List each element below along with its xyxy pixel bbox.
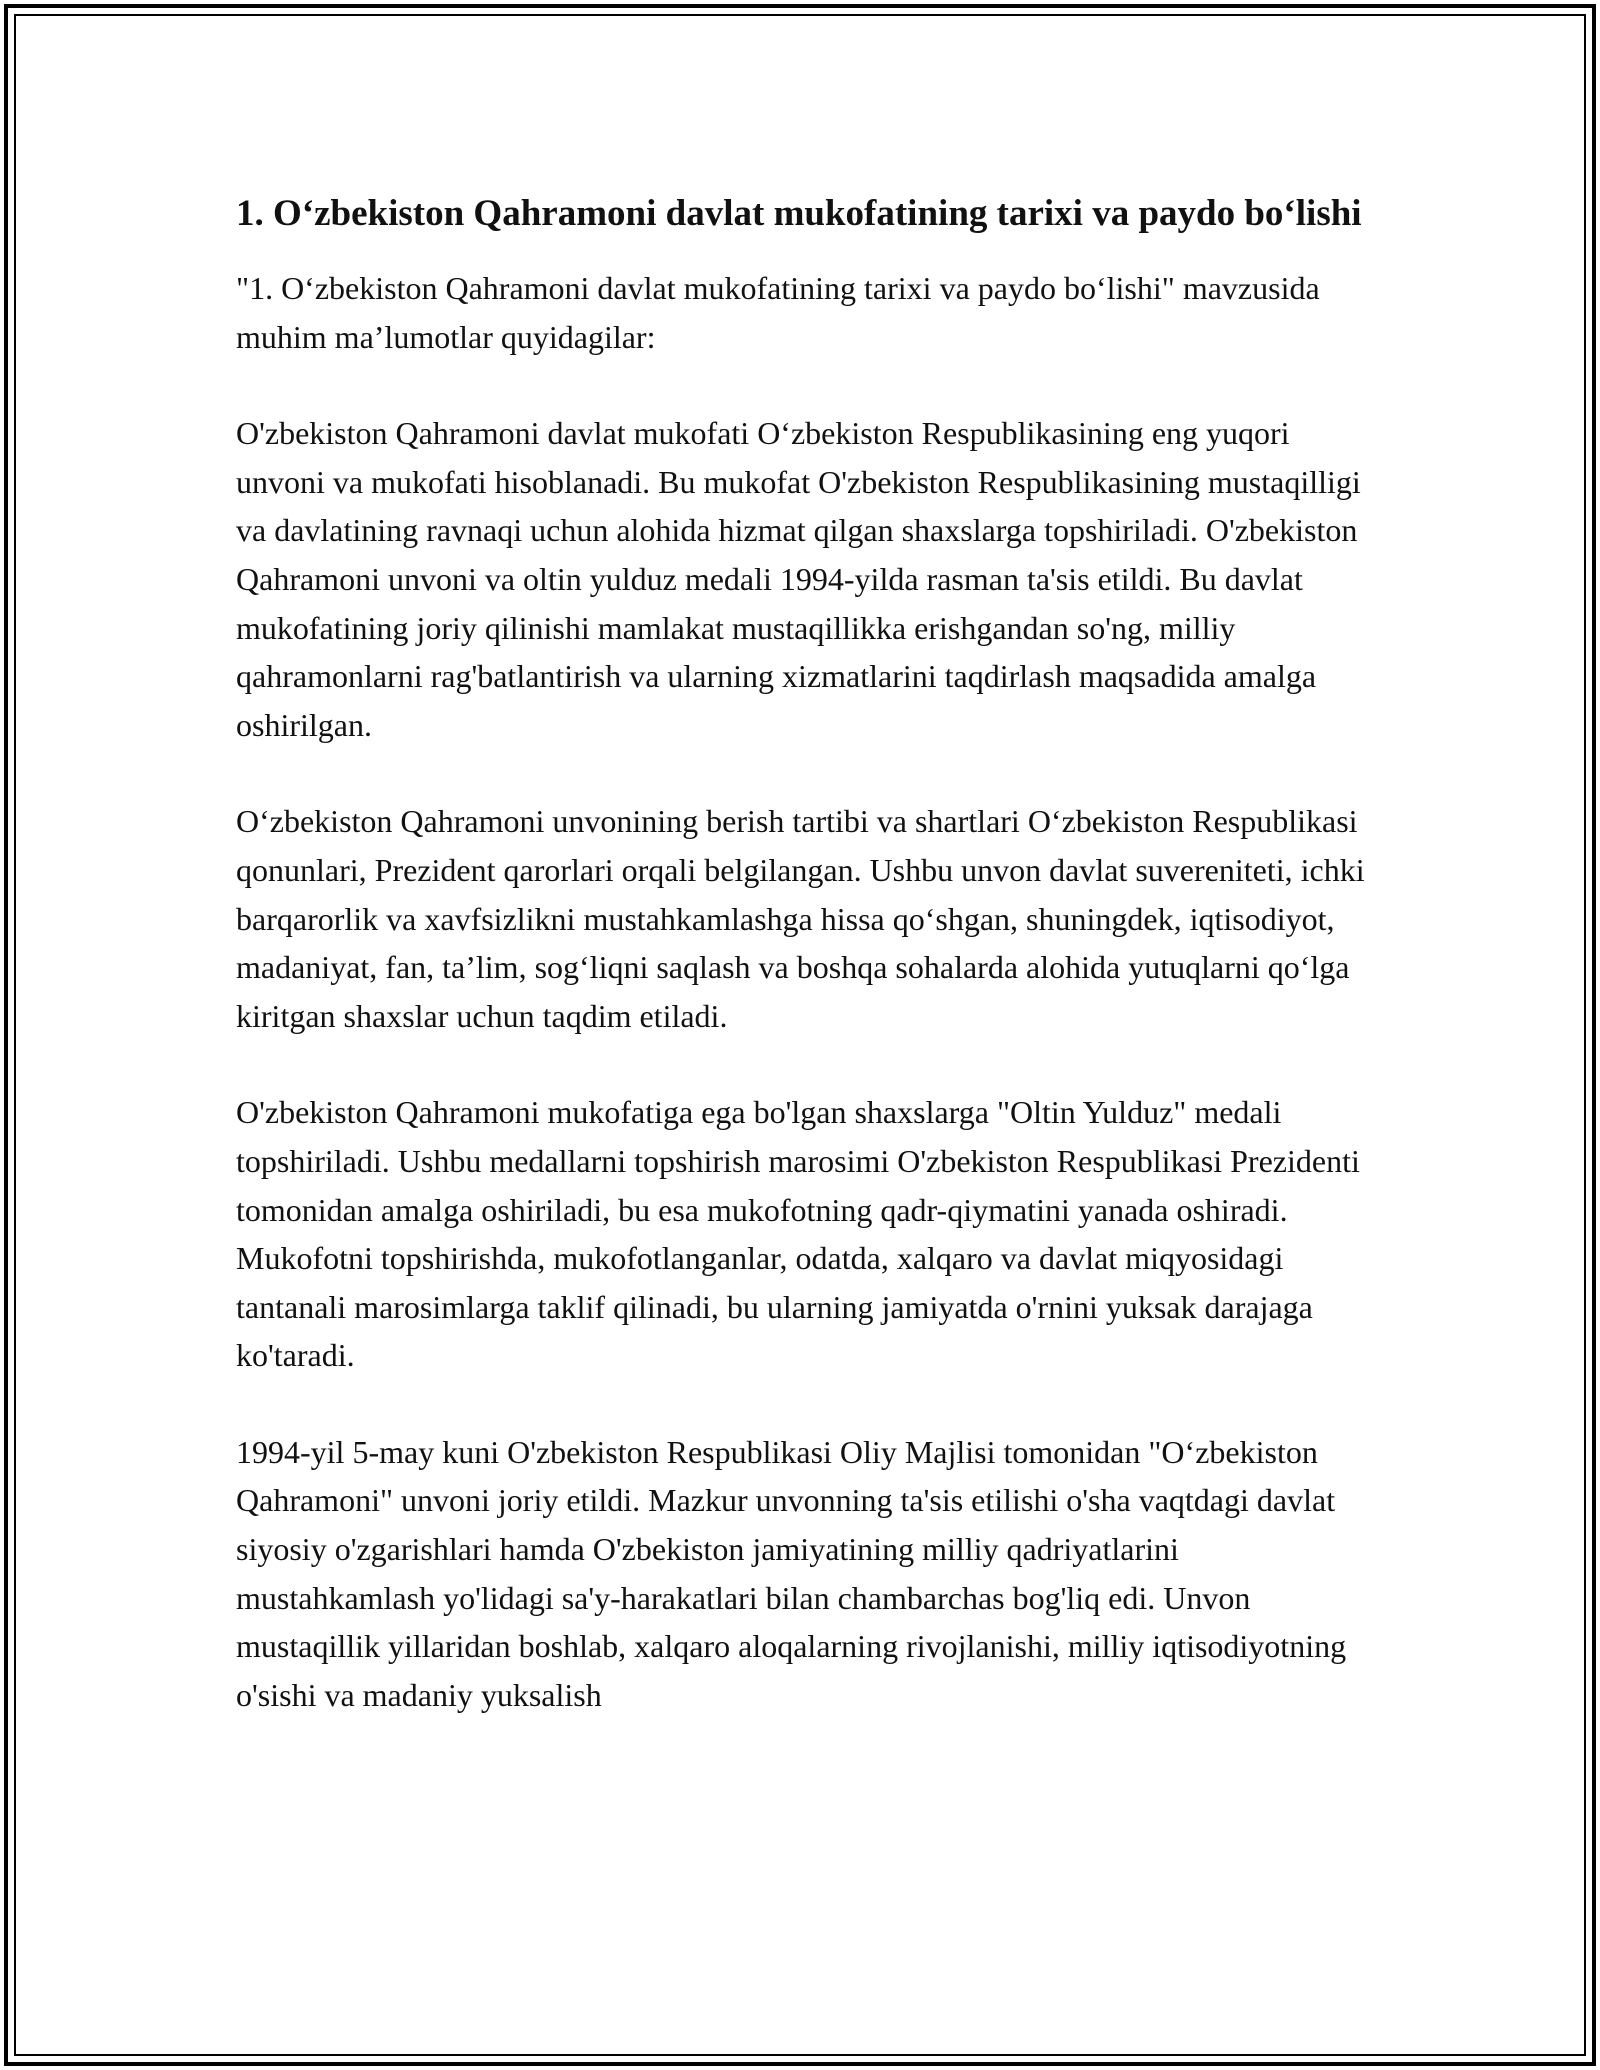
intro-paragraph: "1. O‘zbekiston Qahramoni davlat mukofatining tarixi va paydo bo‘lishi" mavzusida muhim ma’lumotlar quyidagilar:: [236, 270, 1320, 355]
paragraph-award-overview: O'zbekiston Qahramoni davlat mukofati O‘zbekiston Respublikasining eng yuqori unvoni va mukofati hisoblanadi. Bu mukofat O'zbekiston Respublikasining mustaqilligi va davlatining ravnaqi uchun alohida hizmat qilgan shaxslarga topshiriladi. O'zbekiston Qahramoni unvoni va oltin yulduz medali 1994-yilda rasman ta'sis etildi. Bu davlat mukofatining joriy qilinishi mamlakat mustaqillikka erishgandan so'ng, milliy qahramonlarni rag'batlantirish va ularning xizmatlarini taqdirlash maqsadida amalga oshirilgan.: [236, 415, 1361, 743]
paragraph-establishment-history: 1994-yil 5-may kuni O'zbekiston Respublikasi Oliy Majlisi tomonidan "O‘zbekiston Qahramoni" unvoni joriy etildi. Mazkur unvonning ta'sis etilishi o'sha vaqtdagi davlat siyosiy o'zgarishlari hamda O'zbekiston jamiyatining milliy qadriyatlarini mustahkamlash yo'lidagi sa'y-harakatlari bilan chambarchas bog'liq edi. Unvon mustaqillik yillaridan boshlab, xalqaro aloqalarning rivojlanishi, milliy iqtisodiyotning o'sishi va madaniy yuksalish: [236, 1433, 1347, 1713]
document-content: [236, 186, 1376, 1767]
paragraph-gold-star-medal: O'zbekiston Qahramoni mukofatiga ega bo'lgan shaxslarga "Oltin Yulduz" medali topshiriladi. Ushbu medallarni topshirish marosimi O'zbekiston Respublikasi Prezidenti tomonidan amalga oshiriladi, bu esa mukofotning qadr-qiymatini yanada oshiradi. Mukofotni topshirishda, mukofotlanganlar, odatda, xalqaro va davlat miqyosidagi tantanali marosimlarga taklif qilinadi, bu ularning jamiyatda o'rnini yuksak darajaga ko'taradi.: [236, 1094, 1360, 1374]
paragraph-award-conditions: O‘zbekiston Qahramoni unvonining berish tartibi va shartlari O‘zbekiston Respublikasi qonunlari, Prezident qarorlari orqali belgilangan. Ushbu unvon davlat suvereniteti, ichki barqarorlik va xavfsizlikni mustahkamlashga hissa qo‘shgan, shuningdek, iqtisodiyot, madaniyat, fan, ta’lim, sog‘liqni saqlash va boshqa sohalarda alohida yutuqlarni qo‘lga kiritgan shaxslar uchun taqdim etiladi.: [236, 803, 1365, 1034]
section-heading: 1. O‘zbekiston Qahramoni davlat mukofatining tarixi va paydo bo‘lishi: [236, 193, 1362, 234]
